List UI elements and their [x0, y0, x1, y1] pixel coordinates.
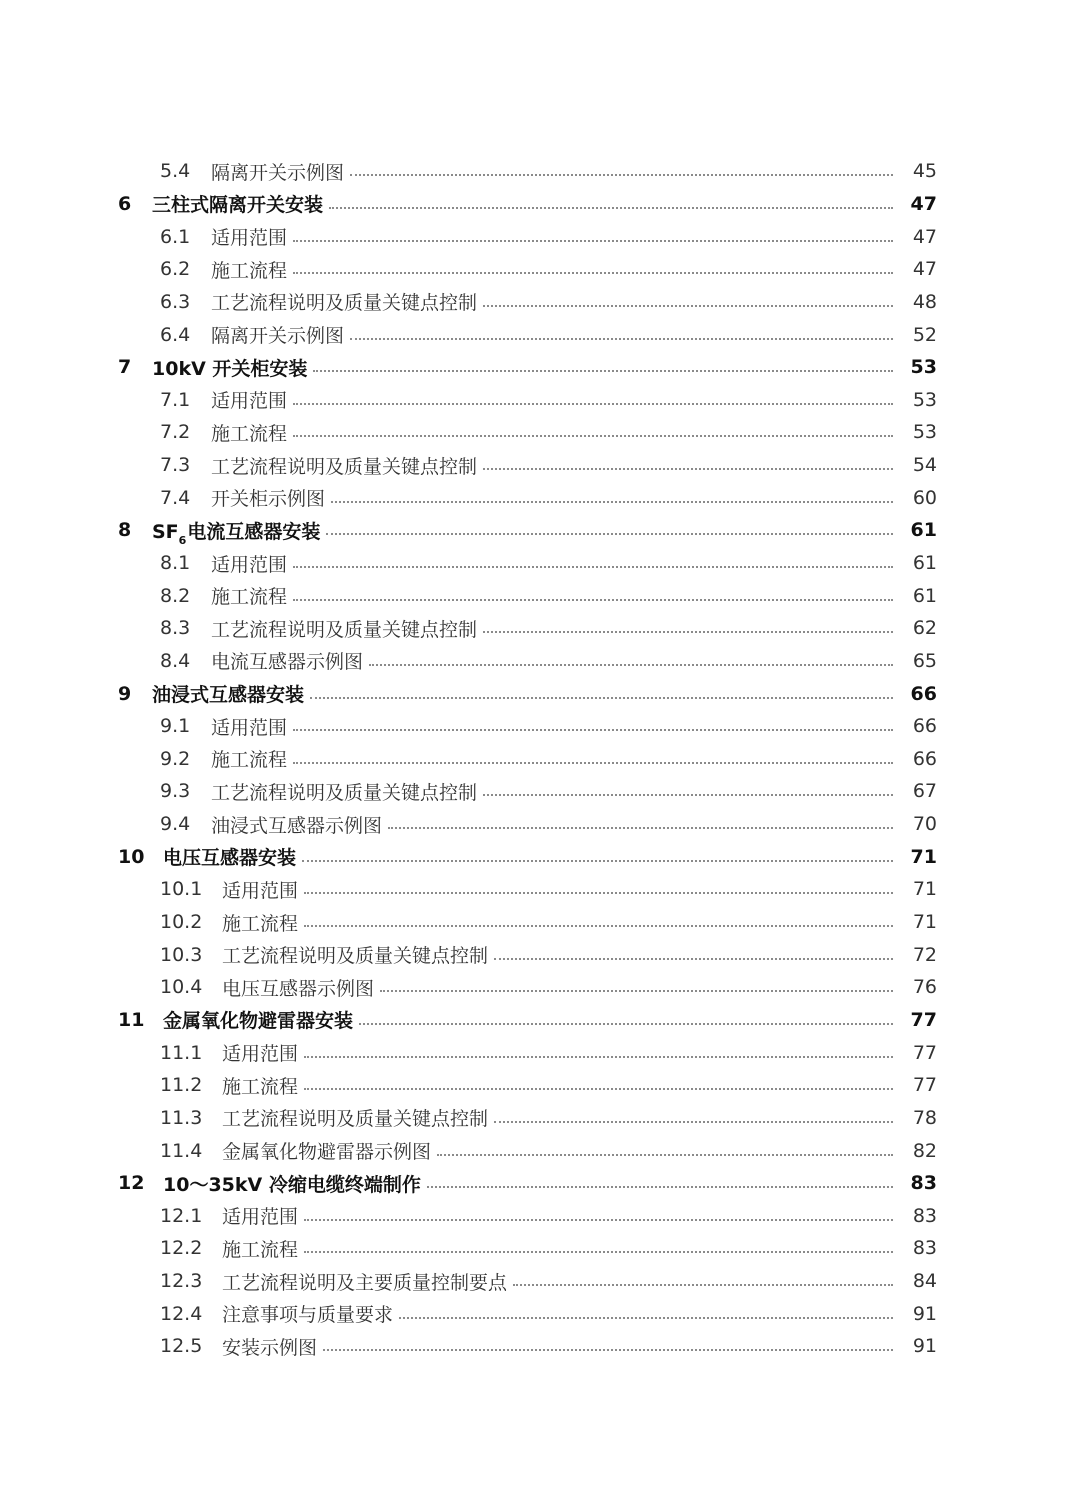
toc-section-entry[interactable]	[0, 612, 1080, 645]
toc-entry-page-number: 53	[910, 356, 937, 379]
toc-entry-title: 工艺流程说明及质量关键点控制	[222, 945, 489, 968]
toc-section-entry[interactable]	[0, 481, 1080, 514]
dot-leader	[350, 338, 893, 340]
toc-entry-number: 12.2	[160, 1237, 203, 1260]
dot-leader	[369, 664, 893, 666]
dot-leader	[380, 990, 893, 992]
dot-leader	[483, 794, 893, 796]
toc-entry-title: 金属氧化物避雷器示例图	[222, 1141, 432, 1164]
toc-entry-title: 隔离开关示例图	[211, 325, 345, 348]
dot-leader	[388, 827, 893, 829]
toc-entry-title-subscript: 6	[178, 533, 187, 547]
dot-leader	[437, 1154, 893, 1156]
toc-chapter-entry[interactable]	[0, 1167, 1080, 1200]
toc-chapter-entry[interactable]	[0, 840, 1080, 873]
toc-entry-title: 适用范围	[211, 227, 288, 250]
toc-entry-number: 11.4	[160, 1139, 203, 1162]
toc-entry-page-number: 77	[910, 1008, 937, 1031]
toc-entry-number: 8.3	[160, 617, 191, 640]
toc-entry-page-number: 66	[912, 715, 937, 738]
toc-section-entry[interactable]	[0, 253, 1080, 286]
toc-entry-number: 5.4	[160, 160, 191, 183]
toc-entry-title: 施工流程	[211, 259, 288, 282]
toc-section-entry[interactable]	[0, 1036, 1080, 1069]
toc-entry-title	[152, 517, 321, 547]
toc-entry-title: 电流互感器示例图	[211, 651, 364, 674]
toc-section-entry[interactable]	[0, 318, 1080, 351]
toc-section-entry[interactable]	[0, 155, 1080, 188]
toc-entry-number: 9	[118, 682, 132, 705]
toc-entry-title: 工艺流程说明及主要质量控制要点	[222, 1271, 508, 1294]
dot-leader	[293, 435, 893, 437]
dot-leader	[304, 1088, 893, 1090]
dot-leader	[494, 958, 893, 960]
toc-section-entry[interactable]	[0, 1265, 1080, 1298]
dot-leader	[293, 566, 893, 568]
toc-entry-title-prefix: SF	[152, 520, 179, 543]
toc-entry-page-number: 77	[912, 1041, 937, 1064]
toc-entry-number: 8.4	[160, 649, 191, 672]
toc-entry-number: 8	[118, 519, 132, 542]
toc-entry-page-number: 71	[910, 845, 937, 868]
toc-chapter-entry[interactable]	[0, 188, 1080, 221]
dot-leader	[313, 370, 893, 372]
toc-entry-title: 工艺流程说明及质量关键点控制	[211, 781, 478, 804]
dot-leader	[483, 305, 893, 307]
toc-entry-title: 施工流程	[222, 912, 299, 935]
toc-chapter-entry[interactable]	[0, 677, 1080, 710]
toc-section-entry[interactable]	[0, 547, 1080, 580]
toc-entry-number: 12.5	[160, 1335, 203, 1358]
toc-entry-page-number: 84	[912, 1270, 937, 1293]
toc-section-entry[interactable]	[0, 579, 1080, 612]
toc-entry-number: 9.2	[160, 747, 191, 770]
dot-leader	[326, 533, 893, 535]
toc-section-entry[interactable]	[0, 1069, 1080, 1102]
dot-leader	[323, 1349, 893, 1351]
toc-entry-title: 施工流程	[211, 586, 288, 609]
toc-chapter-entry[interactable]	[0, 1004, 1080, 1037]
toc-entry-number: 6	[118, 192, 132, 215]
toc-entry-title: 工艺流程说明及质量关键点控制	[211, 455, 478, 478]
toc-entry-page-number: 61	[912, 552, 937, 574]
toc-entry-page-number: 83	[910, 1172, 937, 1195]
toc-entry-title: 适用范围	[222, 1043, 299, 1066]
dot-leader	[293, 403, 893, 405]
toc-entry-page-number: 48	[912, 290, 937, 313]
toc-entry-number: 9.1	[160, 715, 191, 738]
toc-entry-page-number: 83	[912, 1237, 937, 1260]
toc-section-entry[interactable]	[0, 383, 1080, 416]
dot-leader	[513, 1284, 893, 1286]
toc-entry-number: 12.3	[160, 1270, 203, 1293]
toc-entry-title: 适用范围	[211, 716, 288, 739]
dot-leader	[293, 272, 893, 274]
toc-section-entry[interactable]	[0, 1200, 1080, 1233]
toc-section-entry[interactable]	[0, 416, 1080, 449]
toc-entry-title: 施工流程	[211, 749, 288, 772]
toc-entry-number: 8.2	[160, 584, 191, 607]
toc-section-entry[interactable]	[0, 1232, 1080, 1265]
dot-leader	[483, 631, 893, 633]
toc-entry-title: 隔离开关示例图	[211, 161, 345, 184]
toc-entry-number: 11.2	[160, 1074, 203, 1097]
toc-entry-page-number: 65	[912, 649, 937, 672]
toc-entry-page-number: 71	[912, 878, 937, 901]
toc-section-entry[interactable]	[0, 1330, 1080, 1363]
toc-entry-number: 10.2	[160, 911, 203, 934]
dot-leader	[304, 1251, 893, 1253]
toc-entry-title: 施工流程	[222, 1075, 299, 1098]
toc-entry-page-number: 83	[912, 1204, 937, 1227]
toc-entry-number: 7.4	[160, 486, 191, 509]
toc-entry-page-number: 70	[912, 813, 937, 836]
dot-leader	[293, 729, 893, 731]
toc-entry-title: 工艺流程说明及质量关键点控制	[211, 618, 478, 641]
dot-leader	[293, 240, 893, 242]
toc-entry-page-number: 76	[912, 976, 937, 999]
toc-section-entry[interactable]	[0, 971, 1080, 1004]
toc-entry-title: 注意事项与质量要求	[222, 1304, 394, 1327]
toc-section-entry[interactable]	[0, 743, 1080, 776]
toc-section-entry[interactable]	[0, 220, 1080, 253]
dot-leader	[304, 1056, 893, 1058]
toc-entry-title: 适用范围	[222, 1206, 299, 1229]
dot-leader	[483, 468, 893, 470]
dot-leader	[329, 207, 893, 209]
toc-entry-title: 油浸式互感器安装	[152, 684, 305, 707]
toc-entry-page-number: 60	[912, 486, 937, 509]
toc-entry-number: 8.1	[160, 552, 191, 574]
toc-section-entry[interactable]	[0, 938, 1080, 971]
toc-entry-title: 电压互感器示例图	[222, 977, 375, 1000]
toc-entry-number: 9.4	[160, 813, 191, 836]
toc-entry-page-number: 71	[912, 911, 937, 934]
toc-entry-page-number: 53	[912, 421, 937, 444]
toc-entry-number: 12.1	[160, 1204, 203, 1227]
toc-entry-number: 11.1	[160, 1041, 203, 1064]
toc-entry-page-number: 47	[912, 258, 937, 281]
toc-entry-title: 适用范围	[211, 390, 288, 413]
toc-entry-title-suffix: 电流互感器安装	[187, 520, 321, 543]
toc-entry-title: 适用范围	[211, 553, 288, 576]
toc-entry-page-number: 66	[912, 747, 937, 770]
dot-leader	[310, 697, 893, 699]
toc-entry-number: 11.3	[160, 1106, 203, 1129]
toc-entry-title: 金属氧化物避雷器安装	[163, 1010, 354, 1033]
toc-chapter-entry[interactable]	[0, 514, 1080, 547]
toc-entry-page-number: 53	[912, 388, 937, 411]
toc-entry-number: 7.2	[160, 421, 191, 444]
toc-entry-page-number: 82	[912, 1139, 937, 1162]
toc-entry-page-number: 78	[912, 1106, 937, 1129]
toc-entry-number: 12	[118, 1172, 145, 1195]
toc-entry-number: 7	[118, 356, 132, 379]
toc-entry-number: 11	[118, 1008, 145, 1031]
toc-section-entry[interactable]	[0, 286, 1080, 319]
toc-section-entry[interactable]	[0, 1102, 1080, 1135]
toc-entry-title: 工艺流程说明及质量关键点控制	[222, 1108, 489, 1131]
dot-leader	[304, 925, 893, 927]
toc-section-entry[interactable]	[0, 1297, 1080, 1330]
dot-leader	[304, 1219, 893, 1221]
toc-entry-title: 10～35kV 冷缩电缆终端制作	[163, 1173, 421, 1196]
dot-leader	[293, 599, 893, 601]
toc-entry-number: 12.4	[160, 1302, 203, 1325]
toc-entry-page-number: 72	[912, 943, 937, 966]
toc-entry-title: 安装示例图	[222, 1336, 318, 1359]
toc-entry-page-number: 91	[912, 1335, 937, 1358]
dot-leader	[331, 501, 893, 503]
toc-entry-number: 9.3	[160, 780, 191, 803]
toc-entry-page-number: 45	[912, 160, 937, 183]
toc-entry-page-number: 61	[912, 584, 937, 607]
toc-section-entry[interactable]	[0, 449, 1080, 482]
toc-entry-page-number: 66	[910, 682, 937, 705]
table-of-contents	[0, 155, 1080, 1363]
dot-leader	[293, 762, 893, 764]
toc-entry-number: 10.4	[160, 976, 203, 999]
toc-section-entry[interactable]	[0, 906, 1080, 939]
toc-section-entry[interactable]	[0, 645, 1080, 678]
dot-leader	[359, 1023, 893, 1025]
toc-entry-title: 开关柜示例图	[211, 488, 326, 511]
toc-entry-page-number: 67	[912, 780, 937, 803]
toc-section-entry[interactable]	[0, 1134, 1080, 1167]
dot-leader	[427, 1186, 893, 1188]
toc-entry-title: 工艺流程说明及质量关键点控制	[211, 292, 478, 315]
toc-entry-page-number: 77	[912, 1074, 937, 1097]
toc-entry-page-number: 91	[912, 1302, 937, 1325]
toc-section-entry[interactable]	[0, 808, 1080, 841]
toc-entry-title: 油浸式互感器示例图	[211, 814, 383, 837]
toc-entry-number: 6.3	[160, 290, 191, 313]
toc-entry-title: 10kV 开关柜安装	[152, 357, 308, 380]
toc-entry-page-number: 62	[912, 617, 937, 640]
dot-leader	[399, 1317, 893, 1319]
toc-entry-number: 6.4	[160, 323, 191, 346]
dot-leader	[302, 860, 893, 862]
toc-entry-page-number: 47	[910, 192, 937, 215]
toc-entry-page-number: 61	[910, 519, 937, 542]
toc-entry-number: 10.1	[160, 878, 203, 901]
toc-entry-title: 三柱式隔离开关安装	[152, 194, 324, 217]
toc-entry-number: 10.3	[160, 943, 203, 966]
toc-entry-title: 适用范围	[222, 879, 299, 902]
toc-entry-title: 施工流程	[222, 1238, 299, 1261]
toc-entry-page-number: 54	[912, 454, 937, 477]
dot-leader	[494, 1121, 893, 1123]
toc-section-entry[interactable]	[0, 873, 1080, 906]
toc-entry-number: 7.1	[160, 388, 191, 411]
toc-entry-number: 6.2	[160, 258, 191, 281]
toc-entry-number: 7.3	[160, 454, 191, 477]
dot-leader	[304, 892, 893, 894]
toc-entry-title: 施工流程	[211, 422, 288, 445]
toc-entry-page-number: 47	[912, 225, 937, 248]
toc-entry-page-number: 52	[912, 323, 937, 346]
toc-entry-number: 6.1	[160, 225, 191, 248]
dot-leader	[350, 174, 893, 176]
toc-chapter-entry[interactable]	[0, 351, 1080, 384]
toc-entry-title: 电压互感器安装	[163, 847, 297, 870]
toc-section-entry[interactable]	[0, 710, 1080, 743]
toc-section-entry[interactable]	[0, 775, 1080, 808]
toc-entry-number: 10	[118, 845, 145, 868]
